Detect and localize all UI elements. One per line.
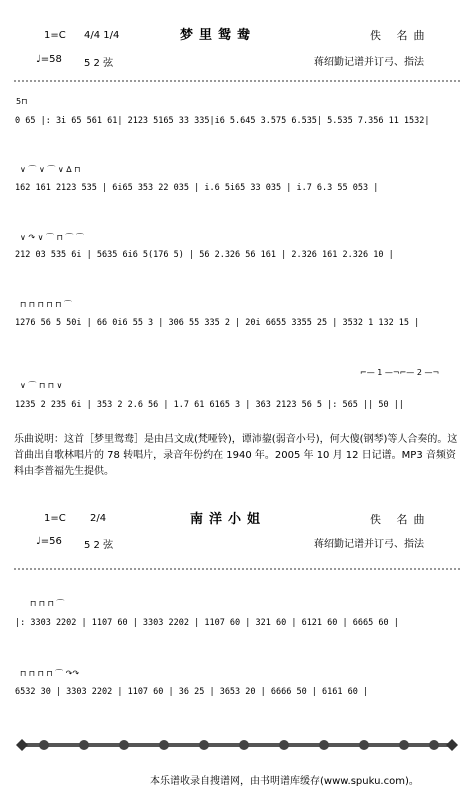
volta-2-label: 2 bbox=[416, 368, 422, 377]
song2-title: 南洋小姐 bbox=[190, 512, 267, 527]
song1-tuning: 5 2 弦 bbox=[84, 58, 114, 69]
song1-notation-line-4: 1276 56 5 50i | 66 0i6 55 3 | 306 55 335 2 | 20i 6655 3355 25 | 3532 1 132 15 | bbox=[15, 318, 420, 328]
song2-time-signature: 2/4 bbox=[90, 513, 107, 524]
song1-notation-line-5: 1235 2 235 6i | 353 2 2.6 56 | 1.7 61 6165 3 | 363 2123 56 5 |: 565 || 50 || bbox=[15, 400, 404, 410]
song2-author: 佚 名曲 bbox=[370, 513, 431, 526]
song2-key: 1=C bbox=[44, 513, 66, 524]
song1-key: 1=C bbox=[44, 30, 66, 41]
bowing-marks: ∨ ⌒ ⊓ ⊓ ∨ bbox=[20, 381, 63, 390]
bowing-marks: ⊓ ⊓ ⊓ ⊓ ⊓ ⌒ bbox=[20, 300, 72, 309]
song2-tempo: ♩=56 bbox=[36, 536, 62, 547]
song1-author: 佚 名曲 bbox=[370, 29, 431, 42]
song1-notation-line-1: 0 65 |: 3i 65 561 61| 2123 5165 33 335|i6 5.645 3.575 6.535| 5.535 7.356 11 1532| bbox=[15, 116, 430, 126]
footer-source-note: 本乐谱收录自搜谱网，由书明谱库缓存(www.spuku.com)。 bbox=[150, 776, 419, 787]
song1-title: 梦里鸳鸯 bbox=[180, 28, 257, 43]
song-description: 乐曲说明：这首［梦里鸳鸯］是由吕文成(梵哑铃)，谭沛鋆(弱音小号)，何大傻(钢琴)等人合奏的。这首曲出自歌林唱片的 78 转唱片，录音年份约在 1940 年。2005 年 10 月 12 日记谱。MP3 音频资料由李普福先生提供。 bbox=[14, 434, 458, 477]
song1-credit: 蒋绍勤记谱并订弓、指法 bbox=[314, 57, 424, 68]
staff-divider bbox=[14, 80, 460, 82]
bowing-marks: 5⊓ bbox=[16, 97, 28, 106]
song2-tuning: 5 2 弦 bbox=[84, 540, 114, 551]
song2-credit: 蒋绍勤记谱并订弓、指法 bbox=[314, 539, 424, 550]
song1-notation-line-3: 212 03 535 6i | 5635 6i6 5(176 5) | 56 2.326 56 161 | 2.326 161 2.326 10 | bbox=[15, 250, 394, 260]
decorative-ornament-bar bbox=[14, 737, 460, 753]
volta-brackets: ⌐— 1 —¬⌐— 2 —¬ bbox=[360, 368, 440, 377]
song1-tempo: ♩=58 bbox=[36, 54, 62, 65]
song2-notation-line-1: |: 3303 2202 | 1107 60 | 3303 2202 | 1107 60 | 321 60 | 6121 60 | 6665 60 | bbox=[15, 618, 399, 628]
bowing-marks: ⊓ ⊓ ⊓ ⊓ ⌒ ↷↷ bbox=[20, 669, 80, 678]
song2-notation-line-2: 6532 30 | 3303 2202 | 1107 60 | 36 25 | 3653 20 | 6666 50 | 6161 60 | bbox=[15, 687, 369, 697]
song1-notation-line-2: 162 161 2123 535 | 6i65 353 22 035 | i.6 5i65 33 035 | i.7 6.3 55 053 | bbox=[15, 183, 379, 193]
bowing-marks: ∨ ⌒ ∨ ⌒ ∨ ∆ ⊓ bbox=[20, 165, 81, 174]
volta-1-label: 1 bbox=[377, 368, 383, 377]
staff-divider bbox=[14, 568, 460, 570]
bowing-marks: ∨ ↷ ∨ ⌒ ⊓ ⌒ ⌒ bbox=[20, 233, 84, 242]
song1-time-signature: 4/4 1/4 bbox=[84, 30, 120, 41]
bowing-marks: ⊓ ⊓ ⊓ ⌒ bbox=[30, 599, 65, 608]
